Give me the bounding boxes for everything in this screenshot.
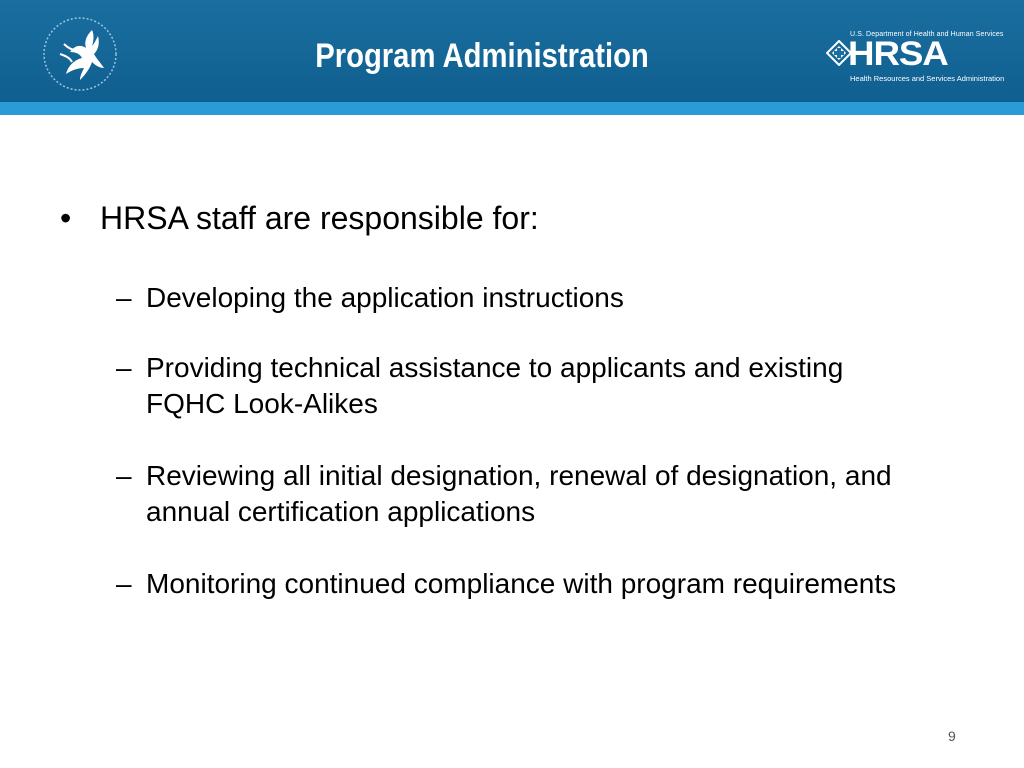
list-item-text: Developing the application instructions <box>146 282 624 313</box>
hrsa-wordmark: HRSA <box>848 35 948 73</box>
list-item-text: Reviewing all initial designation, renewal of designation, and annual certification applications <box>146 460 892 527</box>
page-number: 9 <box>948 728 956 744</box>
bullet-marker: • <box>60 200 72 236</box>
dash-marker: – <box>116 282 132 313</box>
dash-marker: – <box>116 352 132 383</box>
list-item-text: Monitoring continued compliance with program requirements <box>146 568 897 599</box>
main-bullet-text: HRSA staff are responsible for: <box>100 200 539 236</box>
page-title: Program Administration <box>315 37 649 75</box>
list-item-text: Providing technical assistance to applicants and existing FQHC Look-Alikes <box>146 352 844 419</box>
hrsa-department-line: U.S. Department of Health and Human Services <box>850 31 1004 38</box>
hrsa-full-name: Health Resources and Services Administration <box>850 74 1005 83</box>
dash-marker: – <box>116 568 132 599</box>
dash-marker: – <box>116 460 132 491</box>
